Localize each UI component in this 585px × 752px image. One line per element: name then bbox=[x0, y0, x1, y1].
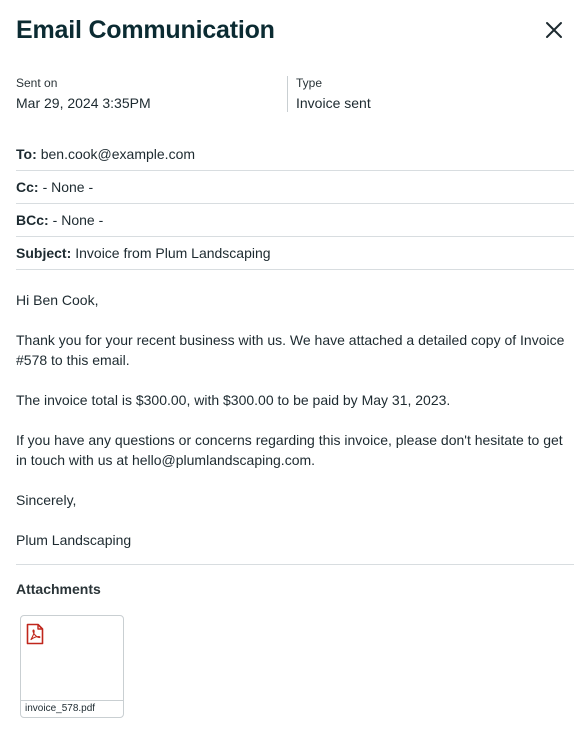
close-button[interactable] bbox=[540, 16, 568, 44]
subject-label: Subject: bbox=[16, 245, 72, 261]
sent-on-label: Sent on bbox=[16, 76, 58, 90]
attachment-filename: invoice_578.pdf bbox=[21, 700, 123, 717]
subject-row bbox=[16, 237, 574, 270]
email-header-fields bbox=[16, 138, 574, 270]
sent-on-value: Mar 29, 2024 3:35PM bbox=[16, 95, 151, 111]
subject-value: Invoice from Plum Landscaping bbox=[75, 245, 271, 261]
cc-row bbox=[16, 171, 574, 204]
to-value: ben.cook@example.com bbox=[40, 146, 196, 162]
attachments-divider bbox=[16, 564, 574, 565]
body-paragraph-2: The invoice total is $300.00, with $300.00 to be paid by May 31, 2023. bbox=[16, 392, 451, 408]
body-closing: Sincerely, bbox=[16, 492, 77, 508]
to-row bbox=[16, 138, 574, 171]
bcc-label: BCc: bbox=[16, 212, 49, 228]
type-value: Invoice sent bbox=[296, 95, 371, 111]
body-paragraph-1: Thank you for your recent business with us. We have attached a detailed copy of Invoice #578 to this email. bbox=[16, 332, 565, 368]
email-body bbox=[16, 290, 574, 570]
to-label: To: bbox=[16, 146, 37, 162]
cc-value: - None - bbox=[42, 179, 94, 195]
close-icon bbox=[545, 21, 563, 39]
type-group bbox=[287, 76, 371, 112]
body-signature: Plum Landscaping bbox=[16, 532, 132, 548]
bcc-value: - None - bbox=[52, 212, 104, 228]
email-meta bbox=[16, 76, 574, 112]
type-label: Type bbox=[296, 76, 323, 90]
panel-title: Email Communication bbox=[16, 16, 275, 44]
bcc-row bbox=[16, 204, 574, 237]
attachment-card[interactable] bbox=[20, 615, 124, 718]
cc-label: Cc: bbox=[16, 179, 39, 195]
body-greeting: Hi Ben Cook, bbox=[16, 292, 99, 308]
attachments-title: Attachments bbox=[16, 581, 101, 597]
pdf-file-icon bbox=[26, 623, 44, 645]
body-paragraph-3: If you have any questions or concerns regarding this invoice, please don't hesitate to get in touch with us at hello@plumlandscaping.com. bbox=[16, 432, 563, 468]
sent-on-group bbox=[16, 76, 151, 112]
